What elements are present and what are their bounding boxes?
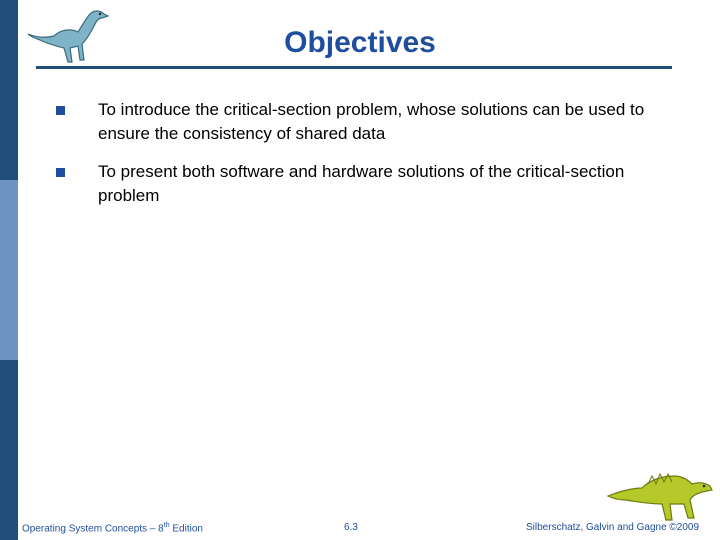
bullet-list — [56, 98, 686, 222]
dinosaur-icon — [604, 462, 716, 524]
bullet-text: To introduce the critical-section problem, whose solutions can be used to ensure the consistency of shared data — [98, 100, 645, 143]
square-bullet-icon — [56, 106, 65, 115]
left-bar-middle — [0, 180, 18, 360]
footer-page-number: 6.3 — [344, 522, 358, 533]
footer-book-prefix: Operating System Concepts – 8 — [22, 523, 164, 535]
square-bullet-icon — [56, 168, 65, 177]
list-item — [56, 160, 686, 208]
title-divider — [36, 66, 672, 69]
footer-book-title — [22, 522, 203, 534]
list-item — [56, 98, 686, 146]
footer-copyright: Silberschatz, Galvin and Gagne ©2009 — [526, 522, 700, 533]
footer-book-suffix: Edition — [169, 523, 203, 535]
bullet-text: To present both software and hardware solutions of the critical-section problem — [98, 162, 625, 205]
slide-title: Objectives — [284, 26, 436, 59]
left-bar-bottom — [0, 360, 18, 540]
footer-book-superscript: th — [163, 522, 170, 529]
